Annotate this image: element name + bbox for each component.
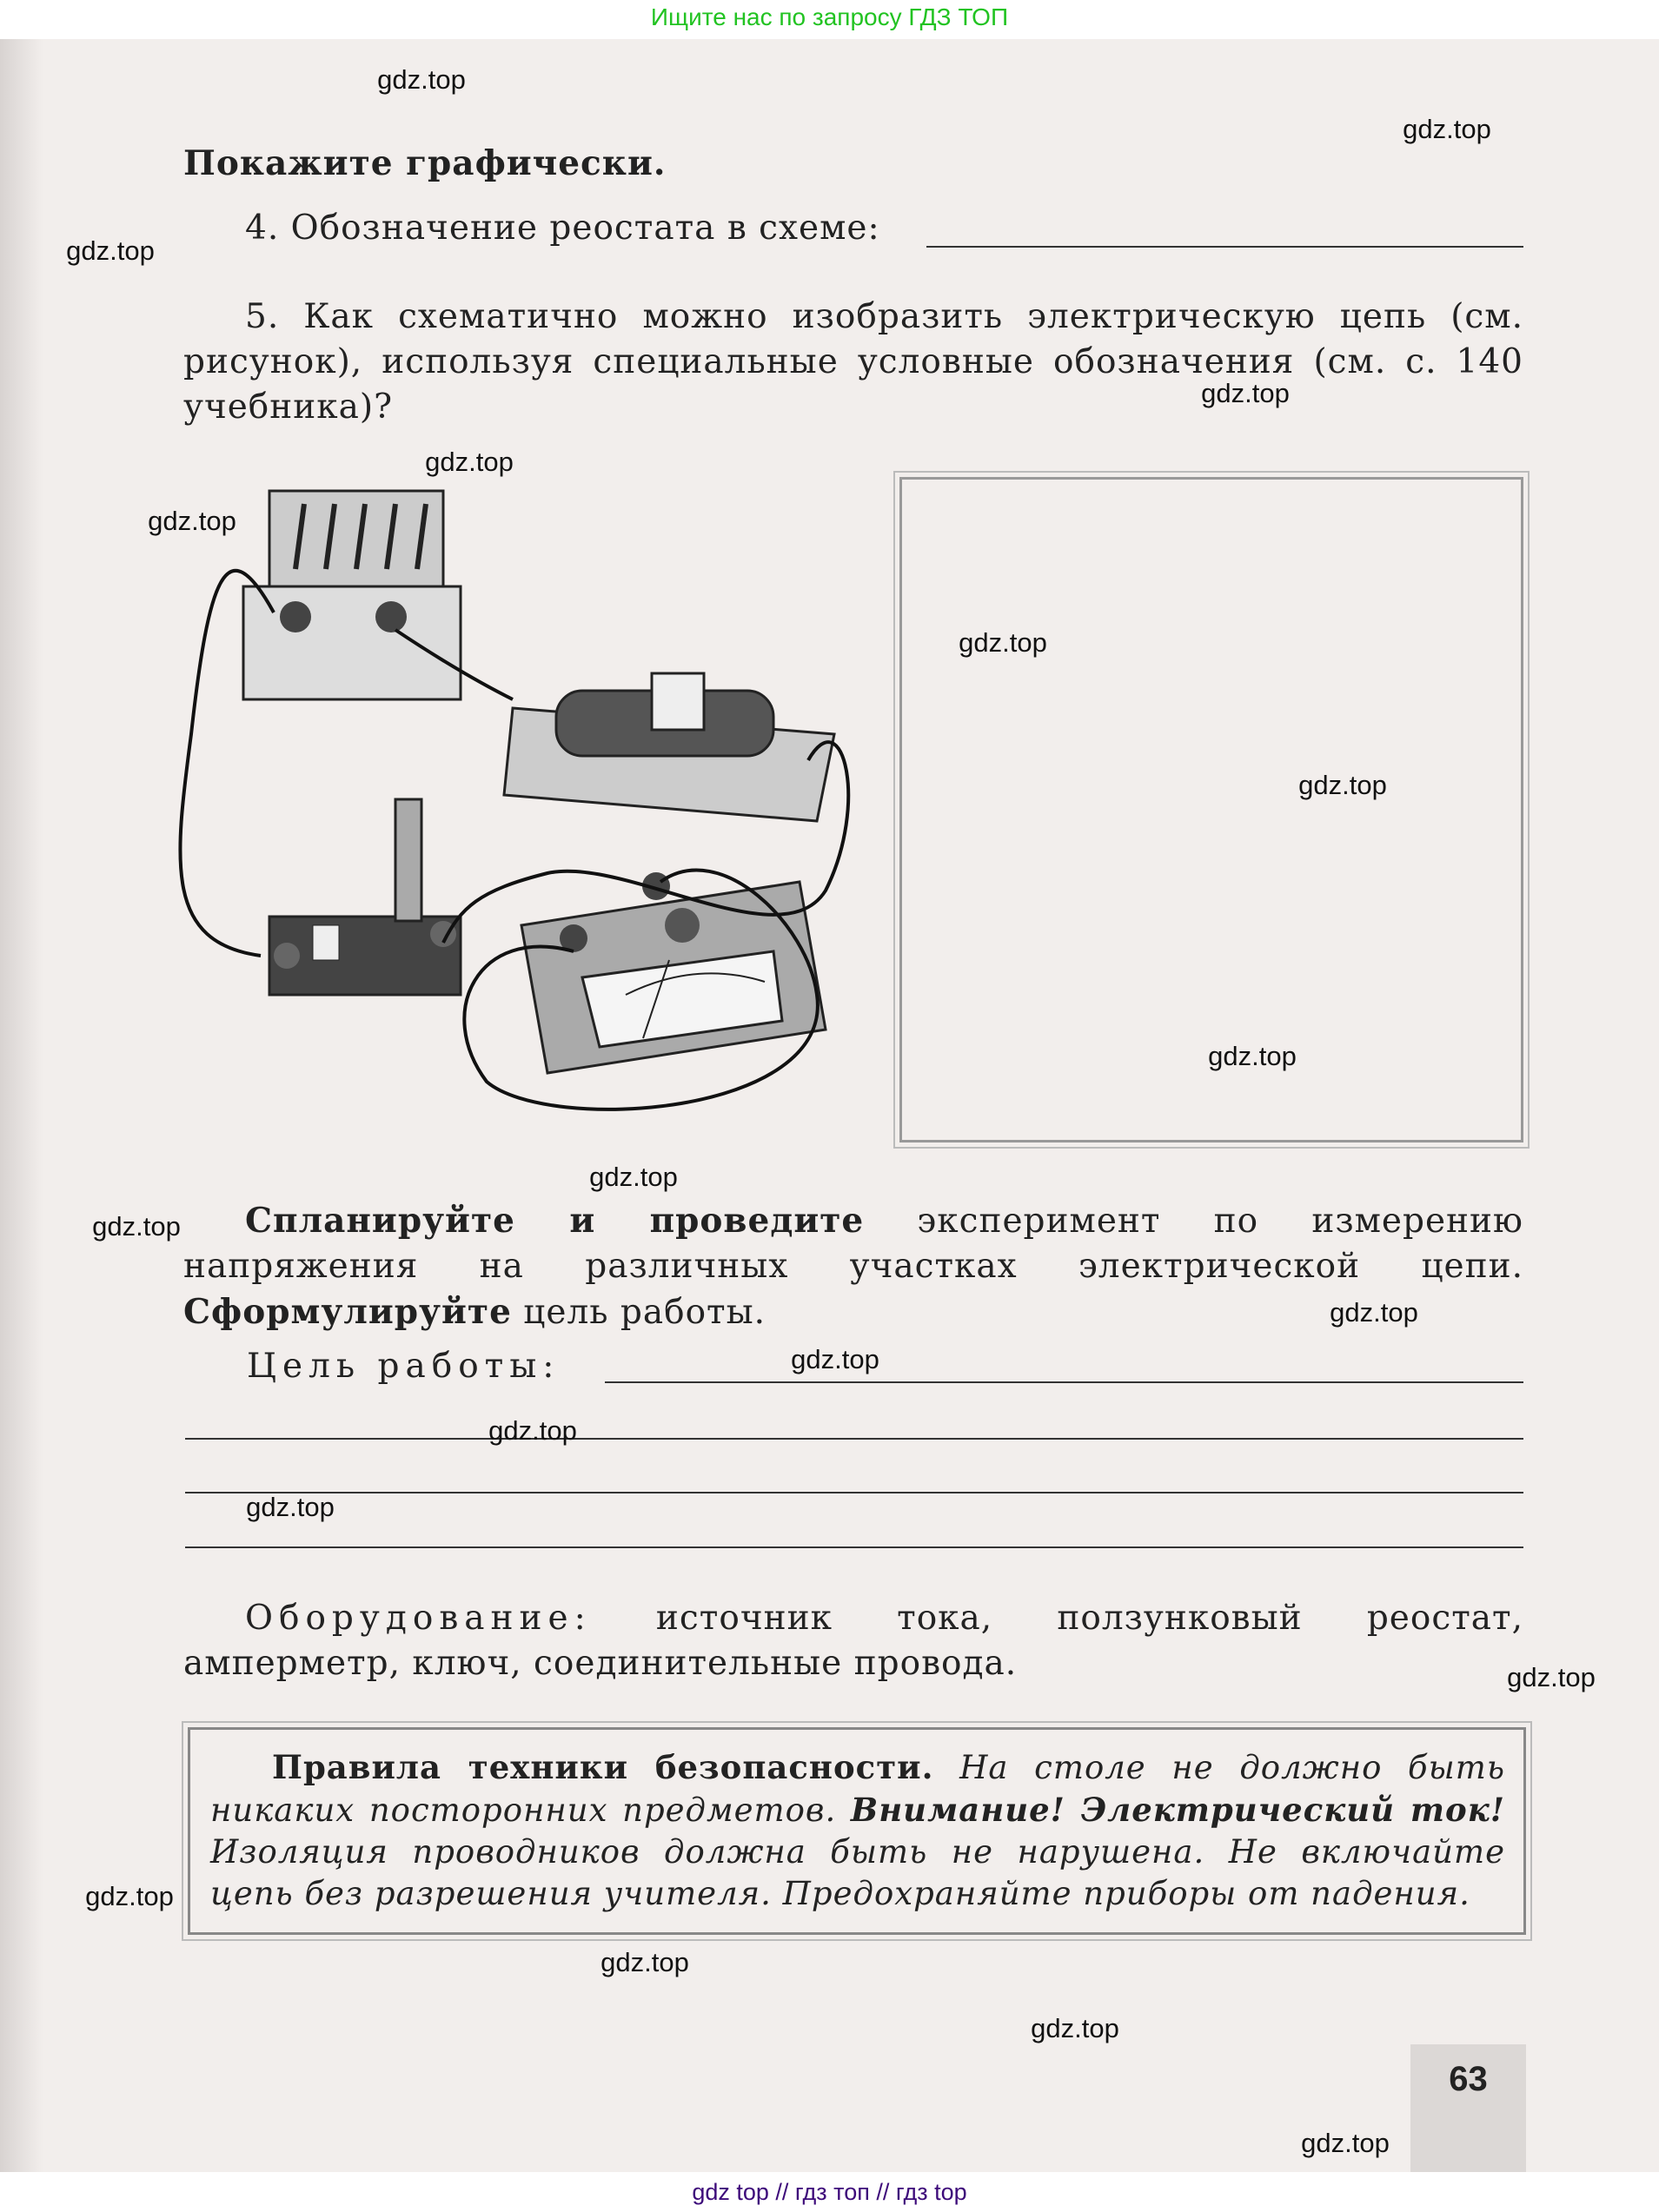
rheostat-illustration bbox=[504, 673, 834, 821]
question-text: Обозначение реостата в схеме: bbox=[290, 209, 880, 248]
page-number: 63 bbox=[1410, 2044, 1526, 2172]
task-text-2: цель работы. bbox=[511, 1293, 766, 1332]
goal-line[interactable] bbox=[185, 1492, 1523, 1493]
watermark: gdz.top bbox=[1201, 378, 1290, 408]
watermark: gdz.top bbox=[1031, 2013, 1119, 2043]
answer-line[interactable] bbox=[926, 246, 1523, 248]
question-number: 5. bbox=[245, 297, 280, 336]
safety-attention: Внимание! Электрический ток! bbox=[850, 1791, 1505, 1829]
watermark: gdz.top bbox=[85, 1881, 174, 1911]
task-text-1: эксперимент по измерению напряжения на различных участках электрической цепи. bbox=[183, 1202, 1523, 1286]
safety-text-2: Изоляция проводников должна быть не нарушена. Не включайте цепь без разрешения учителя. Предохраняйте приборы от падения. bbox=[210, 1833, 1505, 1912]
watermark: gdz.top bbox=[1301, 2128, 1390, 2158]
goal-line[interactable] bbox=[185, 1438, 1523, 1440]
question-text: Как схематично можно изобразить электрическую цепь (см. рисунок), используя специальные условные обозначения (см. с. 140 учебника)? bbox=[183, 297, 1523, 427]
switch-illustration bbox=[269, 799, 461, 995]
equipment-label: Оборудование: bbox=[245, 1599, 592, 1638]
experiment-task bbox=[183, 1198, 1523, 1335]
watermark: gdz.top bbox=[1507, 1662, 1596, 1692]
watermark: gdz.top bbox=[377, 64, 466, 95]
question-number: 4. bbox=[245, 209, 280, 248]
watermark: gdz.top bbox=[1208, 1041, 1297, 1071]
question-5 bbox=[183, 295, 1523, 430]
safety-title: Правила техники безопасности. bbox=[272, 1748, 934, 1786]
task-bold-2: Сформулируйте bbox=[183, 1292, 512, 1332]
watermark: gdz.top bbox=[1298, 770, 1387, 800]
question-4 bbox=[245, 206, 1523, 251]
goal-line[interactable] bbox=[605, 1381, 1523, 1383]
watermark: gdz.top bbox=[488, 1415, 577, 1446]
watermark: gdz.top bbox=[148, 506, 236, 536]
watermark: gdz.top bbox=[589, 1162, 678, 1192]
section-heading: Покажите графически. bbox=[183, 143, 667, 183]
page-spine-shadow bbox=[0, 39, 43, 2172]
circuit-illustration bbox=[174, 474, 869, 1134]
watermark: gdz.top bbox=[246, 1492, 335, 1522]
goal-label: Цель работы: bbox=[247, 1347, 561, 1386]
goal-line[interactable] bbox=[185, 1546, 1523, 1548]
watermark: gdz.top bbox=[959, 627, 1047, 658]
task-bold-1: Спланируйте и проведите bbox=[245, 1201, 865, 1241]
watermark: gdz.top bbox=[92, 1211, 181, 1242]
safety-text-1: На столе не должно быть никаких посторонних предметов. bbox=[210, 1749, 1505, 1829]
equipment-text: источник тока, ползунковый реостат, амперметр, ключ, соединительные провода. bbox=[183, 1599, 1523, 1683]
safety-rules bbox=[210, 1746, 1505, 1915]
watermark: gdz.top bbox=[1330, 1297, 1418, 1328]
watermark: gdz.top bbox=[425, 447, 514, 477]
watermark: gdz.top bbox=[791, 1344, 879, 1374]
watermark: gdz.top bbox=[1403, 114, 1491, 144]
battery-illustration bbox=[243, 491, 461, 699]
top-banner[interactable]: Ищите нас по запросу ГДЗ ТОП bbox=[0, 0, 1659, 39]
footer-links[interactable]: gdz top // гдз топ // гдз top bbox=[0, 2172, 1659, 2212]
equipment bbox=[183, 1596, 1523, 1686]
watermark: gdz.top bbox=[66, 235, 155, 266]
ammeter-illustration bbox=[521, 872, 826, 1073]
watermark: gdz.top bbox=[601, 1947, 689, 1977]
